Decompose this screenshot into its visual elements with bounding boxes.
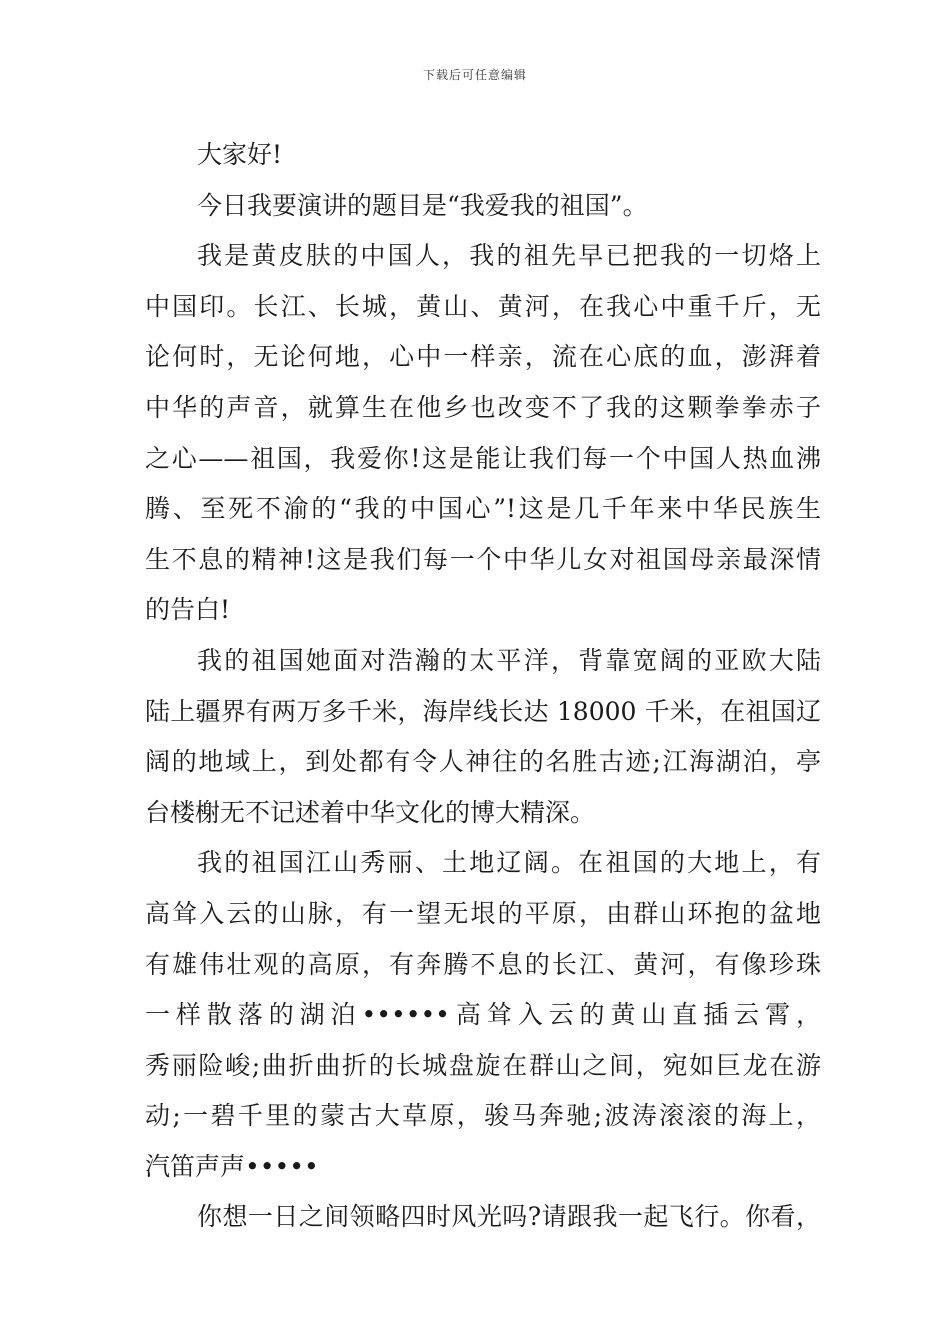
text-line: 中华的声音，就算生在他乡也改变不了我的这颗拳拳赤子: [145, 392, 821, 422]
text-line: 大家好!: [197, 140, 283, 169]
text-line: 一样散落的湖泊••••••高耸入云的黄山直插云霄，: [145, 1000, 821, 1030]
text-line: 阔的地域上，到处都有令人神往的名胜古迹;江海湖泊，亭: [145, 747, 821, 777]
text-line: 的告白!: [145, 595, 231, 625]
text-line: 动;一碧千里的蒙古大草原，骏马奔驰;波涛滚滚的海上，: [145, 1101, 821, 1131]
text-line: 腾、至死不渝的“我的中国心”!这是几千年来中华民族生: [145, 494, 821, 524]
text-line: 我的祖国江山秀丽、土地辽阔。在祖国的大地上，有: [197, 848, 821, 878]
text-line: 我是黄皮肤的中国人，我的祖先早已把我的一切烙上: [197, 241, 821, 271]
page-header: 下载后可任意编辑: [422, 68, 527, 82]
text-line: 生不息的精神!这是我们每一个中华儿女对祖国母亲最深情: [145, 544, 821, 574]
text-line: 有雄伟壮观的高原，有奔腾不息的长江、黄河，有像珍珠: [145, 949, 821, 979]
text-line: 我的祖国她面对浩瀚的太平洋，背靠宽阔的亚欧大陆: [197, 645, 821, 675]
text-line: 你想一日之间领略四时风光吗?请跟我一起飞行。你看，: [197, 1202, 821, 1232]
text-line: 台楼榭无不记述着中华文化的博大精深。: [145, 797, 596, 827]
document-body: [145, 130, 821, 1243]
text-line: 今日我要演讲的题目是“我爱我的祖国”。: [197, 190, 648, 220]
text-line: 陆上疆界有两万多千米，海岸线长达 18000 千米，在祖国辽: [145, 696, 821, 726]
text-line: 汽笛声声•••••: [145, 1151, 319, 1181]
text-line: 秀丽险峻;曲折曲折的长城盘旋在群山之间，宛如巨龙在游: [145, 1050, 821, 1080]
text-line: 之心——祖国，我爱你!这是能让我们每一个中国人热血沸: [145, 443, 821, 473]
text-line: 高耸入云的山脉，有一望无垠的平原，由群山环抱的盆地: [145, 898, 821, 928]
text-line: 中国印。长江、长城，黄山、黄河，在我心中重千斤，无: [145, 291, 821, 321]
text-line: 论何时，无论何地，心中一样亲，流在心底的血，澎湃着: [145, 342, 821, 372]
